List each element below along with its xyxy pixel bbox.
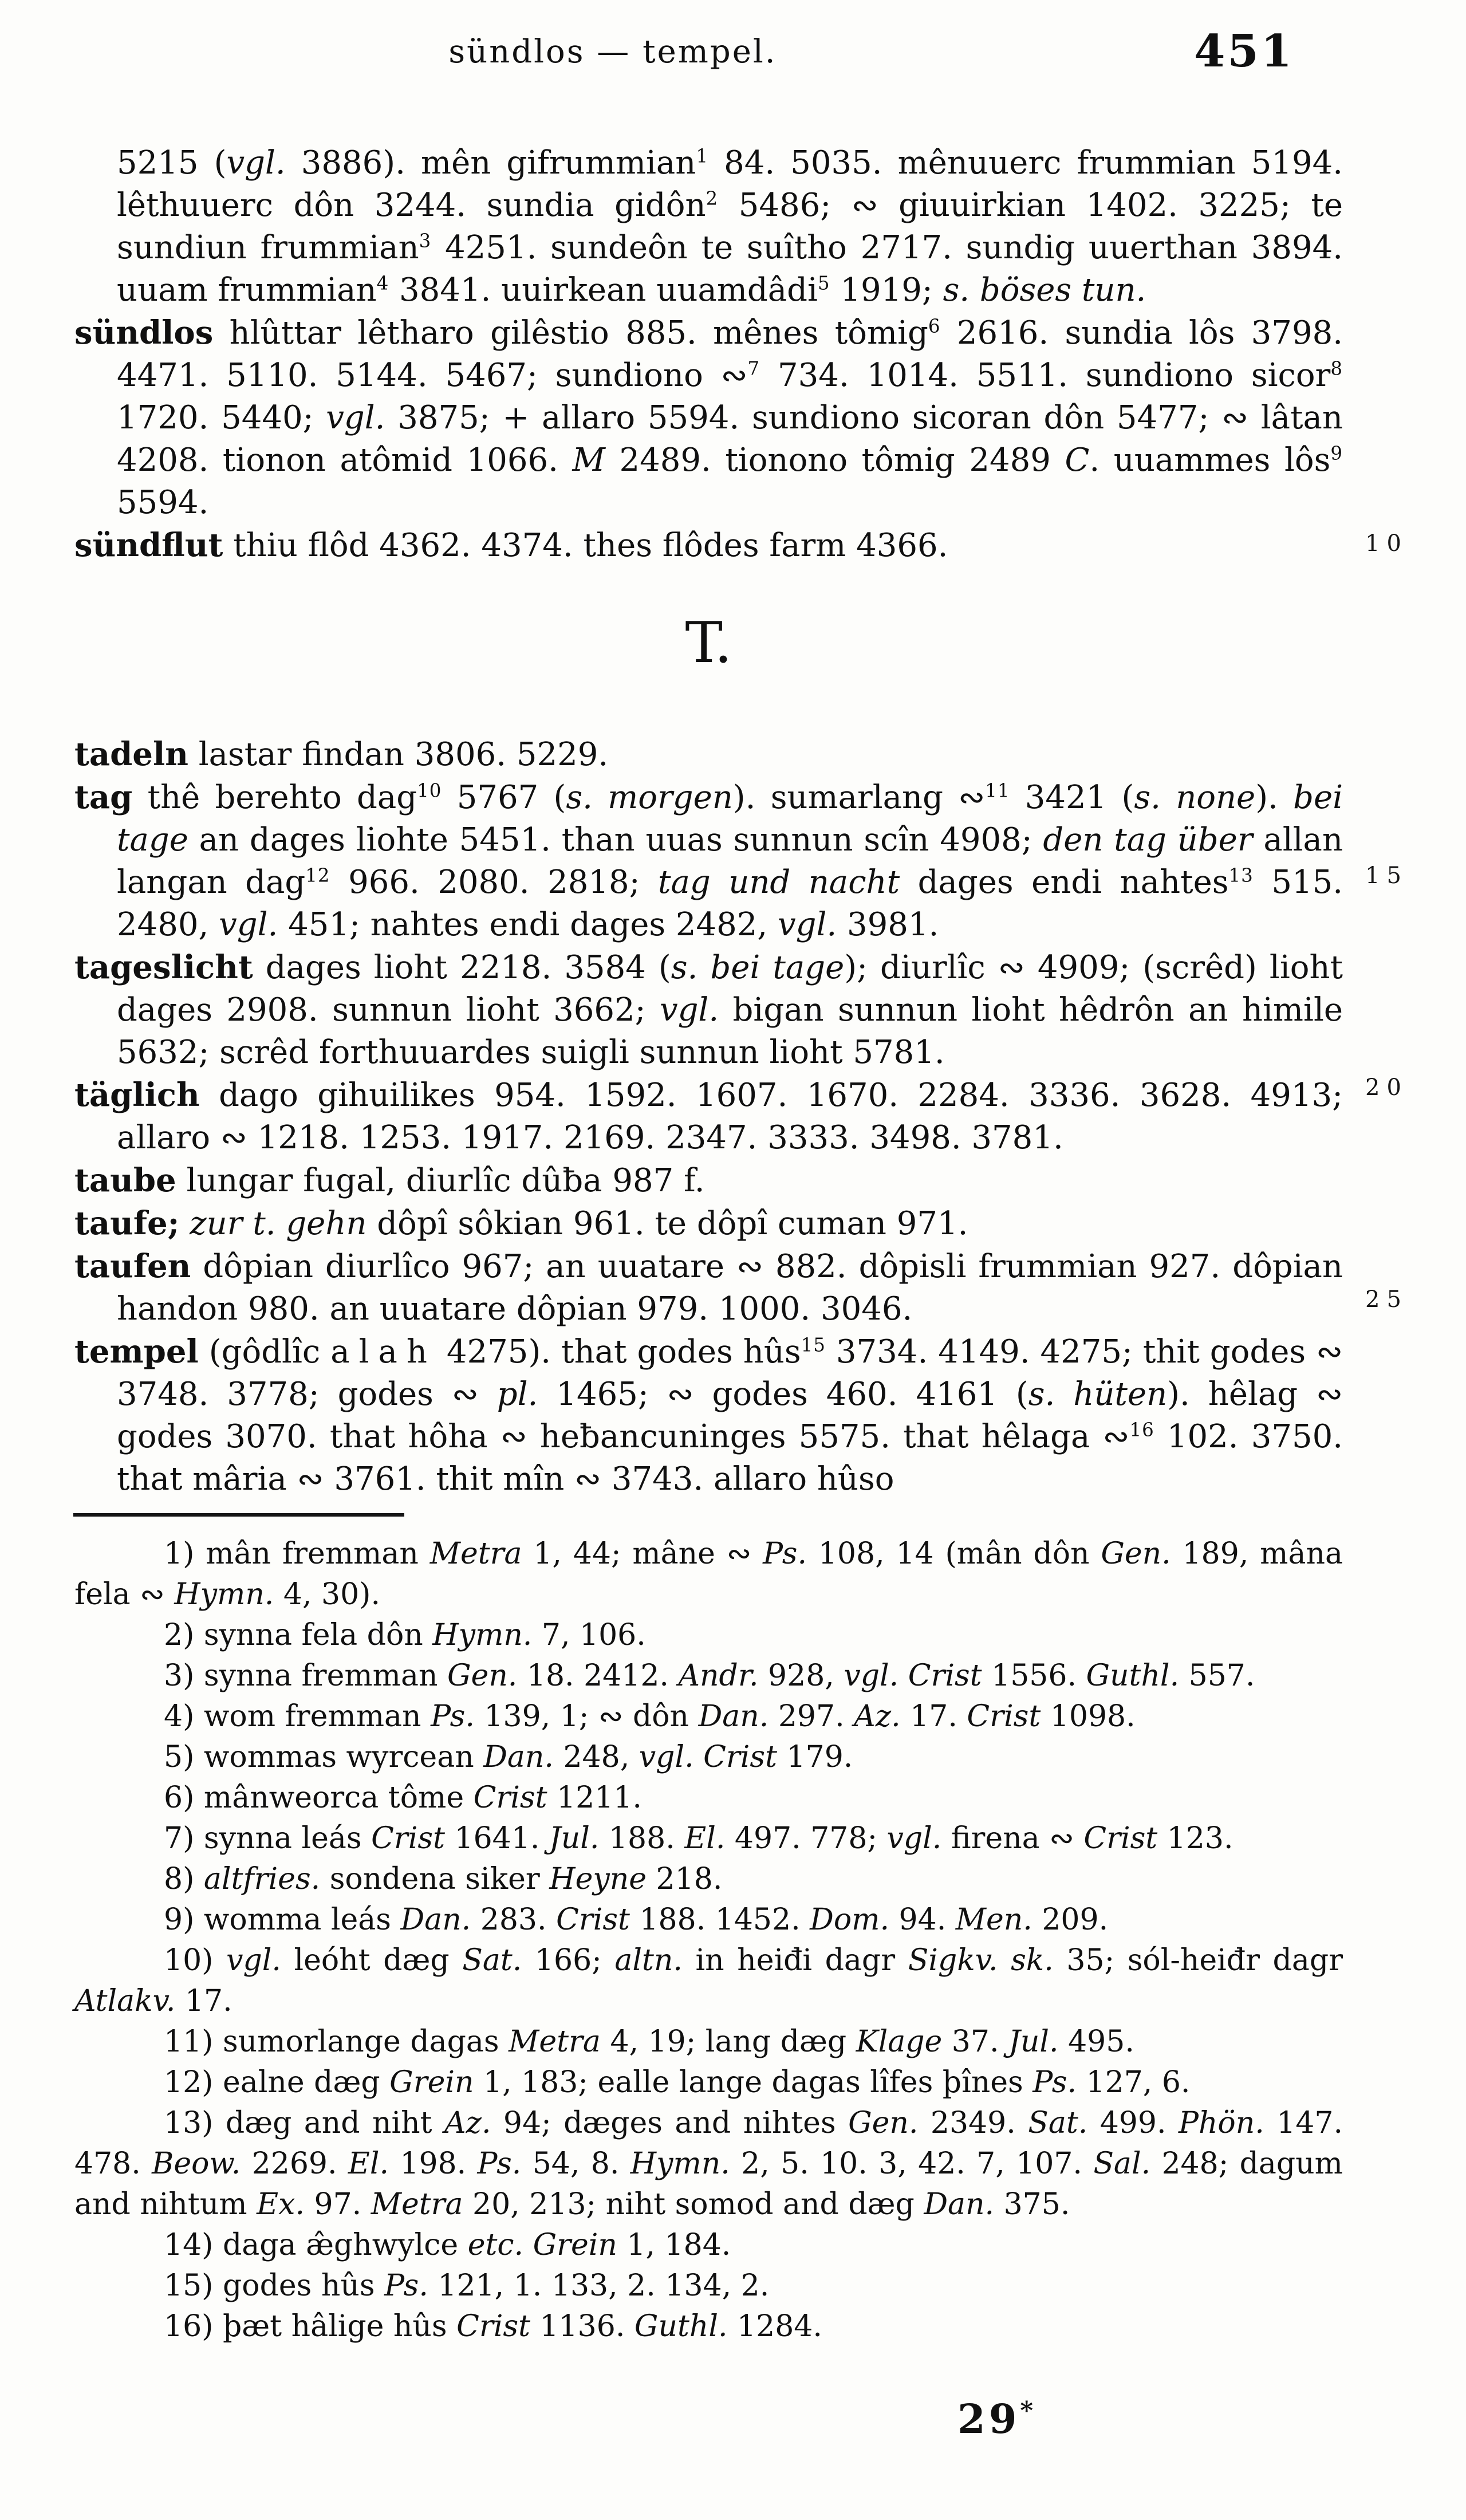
text-segment: 11) sumorlange dagas — [164, 2025, 509, 2059]
text-segment: 3841. uuirkean uuamdâdi — [389, 271, 818, 309]
text-segment: 123. — [1157, 1821, 1234, 1856]
text-segment: tag — [74, 778, 133, 816]
text-segment: vgl. — [844, 1659, 899, 1693]
text-segment: Andr. — [678, 1659, 759, 1693]
text-segment: Jul. — [1008, 2025, 1059, 2059]
text-segment: Gen. — [447, 1659, 518, 1693]
text-segment: Az. — [444, 2106, 491, 2140]
text-segment: 147. 478. — [74, 2106, 1343, 2181]
text-segment: 37. — [942, 2025, 1009, 2059]
text-segment: Ps. — [1032, 2065, 1077, 2100]
text-segment: Klage — [856, 2025, 943, 2059]
text-segment: Atlakv. — [74, 1984, 176, 2018]
entry-taufen — [74, 1245, 1343, 1330]
text-segment: Crist — [456, 2309, 530, 2344]
entry-tag — [74, 776, 1343, 946]
text-segment: alah — [330, 1333, 436, 1371]
text-segment: vgl. — [226, 144, 286, 182]
text-segment: 375. — [994, 2187, 1070, 2222]
text-segment: firena ∾ — [941, 1821, 1084, 1856]
footnote-4 — [74, 1696, 1343, 1737]
text-segment: Grein — [533, 2228, 617, 2262]
text-segment: ). sumarlang ∾ — [732, 779, 986, 816]
footnote-15 — [74, 2266, 1343, 2306]
footnote-12 — [74, 2062, 1343, 2103]
text-segment: vgl. — [326, 399, 385, 436]
text-segment: vgl. — [219, 906, 278, 943]
text-segment: C — [1065, 442, 1090, 479]
text-segment: ). — [1255, 779, 1294, 816]
text-segment: 248, — [553, 1740, 639, 1774]
text-segment: 4 — [376, 272, 389, 294]
text-segment: 4, 30). — [274, 1577, 380, 1612]
entries-block-t — [74, 733, 1343, 1501]
text-segment: 10 — [417, 779, 442, 802]
text-segment: 97. — [304, 2187, 371, 2222]
text-segment: 4, 19; lang dæg — [600, 2025, 856, 2059]
text-segment: sündlos — [74, 314, 214, 352]
text-segment: 497. 778; — [725, 1821, 887, 1856]
text-segment: 198. — [389, 2147, 478, 2181]
text-segment: vgl. — [659, 991, 719, 1029]
text-segment: 139, 1; ∾ dôn — [474, 1699, 699, 1734]
text-segment: 1 — [696, 145, 708, 167]
text-segment: Heyne — [549, 1862, 647, 1896]
text-segment: 499. — [1087, 2106, 1179, 2140]
text-segment: Az. — [854, 1699, 901, 1734]
text-segment: Dan. — [924, 2187, 995, 2222]
entry-tempel — [74, 1330, 1343, 1501]
text-segment: 2 — [706, 187, 719, 210]
text-segment: Hymn. — [174, 1577, 274, 1612]
text-segment: 15) godes hûs — [164, 2269, 385, 2303]
text-segment: 5) wommas wyrcean — [164, 1740, 484, 1774]
text-segment: 1919; — [830, 271, 943, 309]
text-segment: 7, 106. — [532, 1618, 646, 1652]
text-segment: 928, — [758, 1659, 844, 1693]
text-segment: El. — [348, 2147, 389, 2181]
text-segment: 20, 213; niht somod and dæg — [463, 2187, 924, 2222]
text-segment: s. bei tage — [671, 949, 845, 986]
text-segment: Crist — [473, 1781, 547, 1815]
text-segment: 84. 5035. mênuuerc frummian 5194. lêthuuerc dôn 3244. sundia gidôn — [117, 144, 1343, 224]
text-segment: tageslicht — [74, 948, 253, 986]
text-segment: 15 — [801, 1334, 826, 1356]
text-segment: 2616. sundia lôs 3798. 4471. 5110. 5144. 5467; sundiono ∾ — [117, 314, 1343, 394]
entry-tadeln — [74, 733, 1343, 776]
text-segment: Crist — [556, 1903, 630, 1937]
text-segment — [898, 1659, 908, 1693]
text-segment: 2, 5. 10. 3, 42. 7, 107. — [730, 2147, 1094, 2181]
text-segment: Metra — [509, 2025, 601, 2059]
text-segment: 7) synna leás — [164, 1821, 372, 1856]
letter-section-heading: T. — [685, 611, 732, 676]
text-segment: Beow. — [152, 2147, 241, 2181]
text-segment: Hymn. — [630, 2147, 730, 2181]
text-segment: Ps. — [431, 1699, 475, 1734]
footnote-5 — [74, 1737, 1343, 1778]
text-segment: Metra — [429, 1537, 522, 1571]
text-segment: bigan sunnun lioht hêdrôn an himile 5632; scrêd forthuuardes suigli sunnun lioht 5781. — [117, 991, 1343, 1071]
text-segment: in heiđi dagr — [682, 1943, 908, 1978]
text-segment: dôpî sôkian 961. te dôpî cuman 971. — [366, 1205, 968, 1242]
text-segment: 1, 183; ealle lange dagas lîfes þînes — [474, 2065, 1033, 2100]
text-segment: 4) wom fremman — [164, 1699, 431, 1734]
text-segment: Sal. — [1093, 2147, 1151, 2181]
text-segment: taufen — [74, 1247, 191, 1285]
text-segment: Phön. — [1178, 2106, 1264, 2140]
text-segment: pl. — [496, 1376, 538, 1413]
text-segment: 9) womma leás — [164, 1903, 401, 1937]
text-segment — [179, 1205, 190, 1242]
text-segment: 189, mâna fela ∾ — [74, 1537, 1343, 1612]
entry-taube — [74, 1159, 1343, 1202]
text-segment: 14) daga æ̂ghwylce — [164, 2228, 468, 2262]
text-segment: 6) mânweorca tôme — [164, 1781, 474, 1815]
text-segment — [523, 2228, 533, 2262]
text-segment: 218. — [647, 1862, 723, 1896]
text-segment: Crist — [967, 1699, 1041, 1734]
text-segment: thê berehto dag — [132, 779, 417, 816]
entries-block-s — [74, 142, 1343, 567]
text-segment: Sigkv. sk. — [908, 1943, 1054, 1978]
text-segment: 94; dæges and nihtes — [491, 2106, 849, 2140]
text-segment: 54, 8. — [521, 2147, 630, 2181]
margin-line-number-15: 15 — [1365, 863, 1408, 889]
text-segment: zur t. gehn — [190, 1205, 367, 1242]
footnote-1 — [74, 1534, 1343, 1615]
text-segment: 515. 2480, — [117, 864, 1343, 943]
entry-suendflut — [74, 524, 1343, 567]
text-segment: 4251. sundeôn te suîtho 2717. sundig uuerthan 3894. uuam frummian — [117, 229, 1343, 309]
text-segment: 8 — [1330, 357, 1343, 380]
footnote-9 — [74, 1900, 1343, 1940]
text-segment: 3734. 4149. 4275; thit godes ∾ 3748. 3778; godes ∾ — [117, 1333, 1343, 1413]
text-segment: taufe; — [74, 1204, 180, 1242]
text-segment: ); diurlîc ∾ 4909; (scrêd) lioht dages 2908. sunnun lioht 3662; — [117, 949, 1343, 1029]
signature-mark — [957, 2395, 1037, 2443]
footnotes-block — [74, 1534, 1343, 2347]
text-segment: taube — [74, 1161, 176, 1199]
text-segment: 179. — [777, 1740, 853, 1774]
text-segment: 188. 1452. — [629, 1903, 810, 1937]
text-segment: leóht dæg — [281, 1943, 463, 1978]
text-segment: Crist — [703, 1740, 777, 1774]
text-segment — [694, 1740, 704, 1774]
text-segment: lungar fugal, diurlîc dûƀa 987 f. — [176, 1162, 705, 1199]
text-segment: 1, 184. — [617, 2228, 731, 2262]
text-segment: ). hêlag ∾ godes 3070. that hôha ∾ heƀancuninges 5575. that hêlaga ∾ — [117, 1376, 1343, 1455]
text-segment: Crist — [1083, 1821, 1158, 1856]
text-segment: 16) þæt hâlige hûs — [164, 2309, 457, 2344]
text-segment: 13 — [1228, 864, 1254, 887]
text-segment: 3886). mên gifrummian — [285, 144, 696, 182]
text-segment: vgl. — [226, 1943, 281, 1978]
text-segment: s. hüten — [1028, 1376, 1168, 1413]
entry-suendlos — [74, 312, 1343, 524]
text-segment: Ps. — [477, 2147, 522, 2181]
text-segment: 2489. tionono tômig 2489 — [605, 442, 1065, 479]
text-segment: sondena siker — [320, 1862, 550, 1896]
footnote-6 — [74, 1778, 1343, 1818]
text-segment: 18. 2412. — [517, 1659, 679, 1693]
text-segment: El. — [684, 1821, 726, 1856]
text-segment: 108, 14 (mân dôn — [806, 1537, 1101, 1571]
text-segment: 35; sól-heiđr dagr — [1053, 1943, 1343, 1978]
text-segment: Ex. — [257, 2187, 305, 2222]
text-segment: 2349. — [918, 2106, 1028, 2140]
text-segment: tag und nacht — [658, 864, 900, 901]
text-segment: an dages liohte 5451. than uuas sunnun scîn 4908; — [188, 821, 1043, 859]
text-segment: Dan. — [483, 1740, 554, 1774]
margin-line-number-25: 25 — [1365, 1286, 1408, 1313]
text-segment: 4275). that godes hûs — [436, 1333, 801, 1371]
text-segment: Sat. — [462, 1943, 522, 1978]
text-segment: 1720. 5440; — [117, 399, 326, 436]
text-segment: 2269. — [241, 2147, 348, 2181]
text-segment: (gôdlîc — [198, 1333, 331, 1371]
text-segment: 1284. — [727, 2309, 822, 2344]
text-segment: 209. — [1032, 1903, 1109, 1937]
text-segment: Metra — [371, 2187, 463, 2222]
footnote-8 — [74, 1859, 1343, 1900]
text-segment: altn. — [614, 1943, 683, 1978]
text-segment: 3) synna fremman — [164, 1659, 447, 1693]
text-segment: 12 — [305, 864, 330, 887]
text-segment: vgl. — [778, 906, 837, 943]
text-segment: 5215 ( — [117, 144, 227, 182]
text-segment: 8) — [164, 1862, 204, 1896]
text-segment: 121, 1. 133, 2. 134, 2. — [428, 2269, 770, 2303]
margin-line-number-10: 10 — [1365, 530, 1408, 557]
running-head-title: sündlos — tempel. — [448, 33, 777, 70]
footnote-3 — [74, 1656, 1343, 1696]
text-segment: bei tage — [117, 779, 1343, 859]
footnote-10 — [74, 1940, 1343, 2022]
text-segment: 188. — [599, 1821, 685, 1856]
text-segment: 966. 2080. 2818; — [330, 864, 659, 901]
text-segment: 9 — [1330, 442, 1343, 464]
text-segment: 17. — [900, 1699, 967, 1734]
text-segment: s. none — [1134, 779, 1256, 816]
footnote-2 — [74, 1615, 1343, 1656]
text-segment: dago gihuilikes 954. 1592. 1607. 1670. 2284. 3336. 3628. 4913; allaro ∾ 1218. 1253. 1917. 2169. 2347. 3333. 3498. 3781. — [117, 1077, 1343, 1156]
text-segment: 297. — [769, 1699, 854, 1734]
entry-suende-continuation — [117, 142, 1343, 312]
page-number: 451 — [1194, 25, 1294, 77]
footnote-11 — [74, 2022, 1343, 2062]
text-segment: 102. 3750. that mâria ∾ 3761. thit mîn ∾ 3743. allaro hûso — [117, 1418, 1343, 1498]
text-segment: 10) — [164, 1943, 227, 1978]
text-segment: Grein — [389, 2065, 474, 2100]
text-segment: 1, 44; mâne ∾ — [522, 1537, 763, 1571]
text-segment: 451; nahtes endi dages 2482, — [278, 906, 778, 943]
text-segment: s. morgen — [566, 779, 733, 816]
entry-tageslicht — [74, 946, 1343, 1074]
text-segment: 16 — [1129, 1419, 1154, 1441]
text-segment: den tag über — [1043, 821, 1253, 859]
text-segment: allan langan dag — [117, 821, 1343, 901]
text-segment: 6 — [928, 315, 941, 337]
text-segment: Hymn. — [432, 1618, 533, 1652]
text-segment: s. böses tun. — [943, 271, 1146, 309]
text-segment: Men. — [955, 1903, 1032, 1937]
text-segment: 2) synna fela dôn — [164, 1618, 433, 1652]
text-segment: 248; dagum and nihtum — [74, 2147, 1343, 2222]
text-segment: 166; — [522, 1943, 615, 1978]
text-segment: 5767 ( — [442, 779, 566, 816]
text-segment: 3 — [419, 230, 432, 252]
text-segment: dages lioht 2218. 3584 ( — [253, 949, 671, 986]
text-segment: 495. — [1058, 2025, 1134, 2059]
text-segment: Crist — [908, 1659, 982, 1693]
text-segment: 283. — [471, 1903, 557, 1937]
text-segment: Crist — [371, 1821, 445, 1856]
text-segment: vgl. — [639, 1740, 694, 1774]
entry-taufe — [74, 1202, 1343, 1245]
text-segment: 5 — [817, 272, 830, 294]
footnote-13 — [74, 2103, 1343, 2225]
text-segment: 5486; ∾ giuuirkian 1402. 3225; te sundiun frummian — [117, 187, 1343, 266]
text-segment: etc. — [467, 2228, 524, 2262]
text-segment: tadeln — [74, 735, 188, 773]
text-segment: 7 — [747, 357, 760, 380]
text-segment: Guthl. — [1086, 1659, 1180, 1693]
text-segment: Sat. — [1028, 2106, 1088, 2140]
text-segment: . uuammes lôs — [1089, 442, 1331, 479]
text-segment: 1098. — [1041, 1699, 1136, 1734]
text-segment: Dan. — [400, 1903, 471, 1937]
margin-line-number-20: 20 — [1365, 1074, 1408, 1101]
text-segment: hlûttar lêtharo gilêstio 885. mênes tômig — [213, 314, 928, 352]
footnote-separator-rule — [73, 1513, 404, 1517]
text-segment: 1556. — [982, 1659, 1086, 1693]
text-segment: Gen. — [1101, 1537, 1171, 1571]
text-segment: Dan. — [698, 1699, 769, 1734]
text-segment: vgl. — [886, 1821, 942, 1856]
text-segment: 3875; + allaro 5594. sundiono sicoran dôn 5477; ∾ lâtan 4208. tionon atômid 1066. — [117, 399, 1343, 479]
text-segment: 5594. — [117, 484, 209, 521]
text-segment: Dom. — [810, 1903, 889, 1937]
text-segment: 1465; ∾ godes 460. 4161 ( — [538, 1376, 1028, 1413]
text-segment: dôpian diurlîco 967; an uuatare ∾ 882. dôpisli frummian 927. dôpian handon 980. an uuatare dôpian 979. 1000. 3046. — [117, 1248, 1343, 1328]
signature-number: 29 — [957, 2395, 1020, 2443]
text-segment: M — [572, 442, 605, 479]
footnote-16 — [74, 2306, 1343, 2347]
text-segment: Guthl. — [634, 2309, 728, 2344]
text-segment: lastar findan 3806. 5229. — [188, 736, 609, 773]
text-segment: 11 — [985, 779, 1010, 802]
running-head — [0, 25, 1466, 102]
text-segment: Ps. — [384, 2269, 428, 2303]
text-segment: 127, 6. — [1077, 2065, 1191, 2100]
text-segment: 1641. — [444, 1821, 549, 1856]
text-segment: 557. — [1179, 1659, 1255, 1693]
footnote-7 — [74, 1818, 1343, 1859]
text-segment: dages endi nahtes — [900, 864, 1229, 901]
text-segment: 1) mân fremman — [164, 1537, 430, 1571]
text-segment: tempel — [74, 1333, 199, 1371]
text-segment: 13) dæg and niht — [164, 2106, 444, 2140]
text-segment: 17. — [175, 1984, 232, 2018]
text-segment: täglich — [74, 1076, 200, 1114]
text-segment: 734. 1014. 5511. sundiono sicor — [760, 357, 1331, 394]
text-segment: 3981. — [837, 906, 939, 943]
text-segment: altfries. — [203, 1862, 321, 1896]
footnote-14 — [74, 2225, 1343, 2266]
text-segment: sündflut — [74, 526, 223, 564]
text-segment: 12) ealne dæg — [164, 2065, 390, 2100]
text-segment: 3421 ( — [1010, 779, 1134, 816]
text-segment: thiu flôd 4362. 4374. thes flôdes farm 4366. — [223, 527, 948, 564]
text-segment: 1136. — [530, 2309, 635, 2344]
text-segment: 94. — [889, 1903, 956, 1937]
text-segment: Jul. — [549, 1821, 600, 1856]
text-segment: Gen. — [848, 2106, 919, 2140]
text-segment: Ps. — [763, 1537, 807, 1571]
signature-star: * — [1020, 2396, 1037, 2426]
entry-taeglich — [74, 1074, 1343, 1159]
text-segment: 1211. — [547, 1781, 642, 1815]
